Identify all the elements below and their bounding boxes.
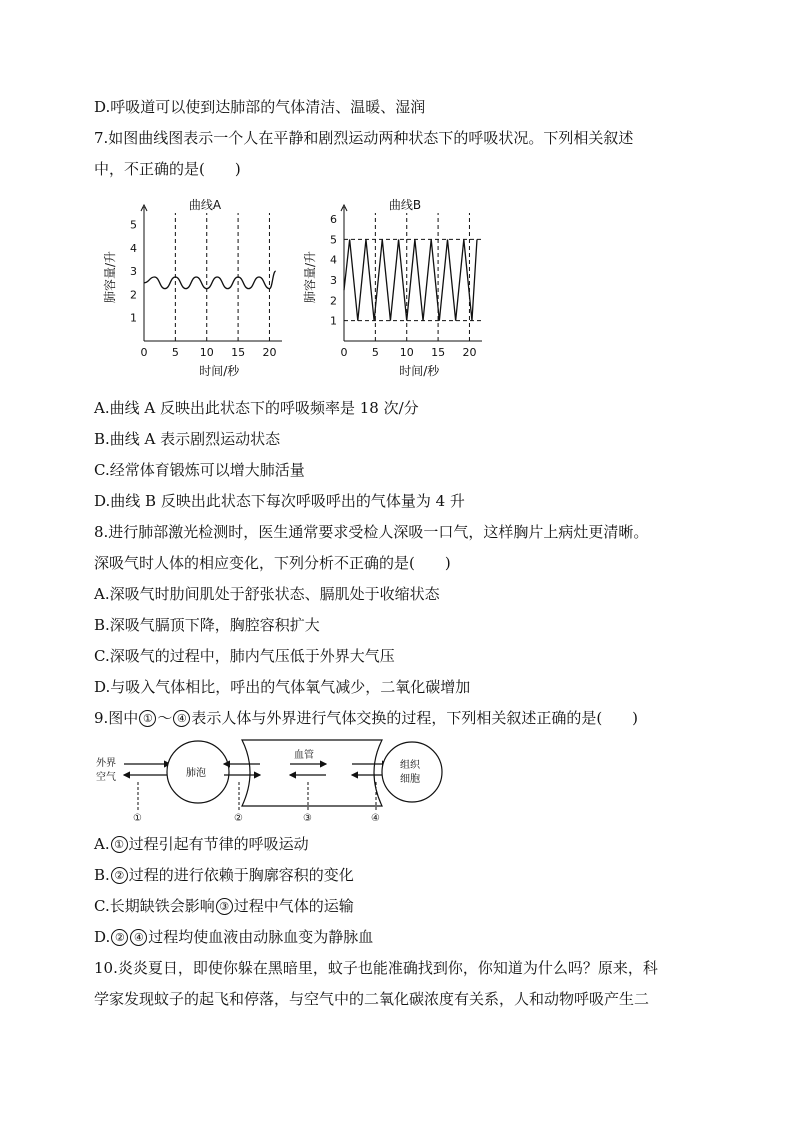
q7-stem-line1: 7.如图曲线图表示一个人在平静和剧烈运动两种状态下的呼吸状况。下列相关叙述 [94, 129, 634, 147]
q9-stem-pre: 9.图中 [94, 709, 139, 727]
circled-1: ① [111, 836, 128, 853]
y-tick-label: 5 [130, 218, 137, 232]
circled-4: ④ [173, 710, 190, 727]
q9-b-prefix: B. [94, 866, 110, 884]
q9-option-b [94, 864, 354, 885]
x-tick-label: 0 [340, 346, 348, 359]
q10-line1: 10.炎炎夏日，即使你躲在黑暗里，蚊子也能准确找到你，你知道为什么吗？原来，科 [94, 959, 658, 977]
label-tissue-2: 细胞 [400, 774, 420, 785]
q9-a-prefix: A. [94, 835, 110, 853]
q7-option-a: A.曲线 A 反映出此状态下的呼吸频率是 18 次/分 [94, 399, 419, 417]
series-line-0 [144, 271, 276, 288]
chart-title: 曲线A [188, 198, 222, 212]
q7-option-b: B.曲线 A 表示剧烈运动状态 [94, 430, 281, 448]
chart-title: 曲线B [388, 198, 422, 212]
y-axis-label: 肺容量/升 [303, 250, 317, 304]
q9-c-text2: 过程中气体的运输 [233, 897, 354, 915]
chart-a [100, 195, 290, 385]
q7-stem-line2: 中，不正确的是( ) [94, 160, 241, 178]
q8-option-a: A.深吸气时肋间肌处于舒张状态、膈肌处于收缩状态 [94, 585, 440, 603]
x-tick-label: 10 [399, 346, 414, 359]
y-tick-label: 5 [330, 233, 337, 247]
q9-d-text: 过程均使血液由动脉血变为静脉血 [148, 928, 374, 946]
y-tick-label: 1 [130, 311, 137, 325]
gas-exchange-diagram [94, 738, 454, 824]
y-tick-label: 3 [330, 274, 337, 288]
x-tick-label: 20 [462, 346, 477, 359]
x-axis-label: 时间/秒 [399, 364, 440, 378]
tissue-cell-circle [382, 742, 442, 802]
q9-c-text1: C.长期缺铁会影响 [94, 897, 215, 915]
x-axis-label: 时间/秒 [199, 364, 240, 378]
circled-1: ① [139, 710, 156, 727]
q8-option-d: D.与吸入气体相比，呼出的气体氧气减少，二氧化碳增加 [94, 678, 471, 696]
y-tick-label: 4 [130, 241, 137, 255]
x-tick-label: 20 [262, 346, 277, 359]
q9-option-d [94, 926, 373, 947]
x-tick-label: 10 [199, 346, 214, 359]
y-tick-label: 2 [130, 288, 137, 302]
x-tick-label: 15 [231, 346, 246, 359]
y-axis-label: 肺容量/升 [103, 250, 117, 304]
x-tick-label: 15 [431, 346, 446, 359]
num-2: ② [234, 813, 243, 824]
y-tick-label: 1 [330, 314, 337, 328]
label-vessel: 血管 [294, 750, 314, 761]
label-tissue-1: 组织 [400, 760, 420, 771]
q9-option-a [94, 833, 309, 854]
q9-stem [94, 707, 638, 728]
num-1: ① [133, 813, 142, 824]
q6-option-d: D.呼吸道可以使到达肺部的气体清洁、温暖、湿润 [94, 98, 426, 116]
y-tick-label: 2 [330, 294, 337, 308]
label-alveolus: 肺泡 [186, 768, 206, 779]
q7-option-d: D.曲线 B 反映出此状态下每次呼吸呼出的气体量为 4 升 [94, 492, 465, 510]
circled-2: ② [111, 929, 128, 946]
q8-option-c: C.深吸气的过程中，肺内气压低于外界大气压 [94, 647, 395, 665]
q7-option-c: C.经常体育锻炼可以增大肺活量 [94, 461, 305, 479]
x-tick-label: 0 [140, 346, 148, 359]
circled-4: ④ [130, 929, 147, 946]
y-tick-label: 4 [330, 253, 337, 267]
q8-option-b: B.深吸气膈顶下降，胸腔容积扩大 [94, 616, 320, 634]
q9-d-prefix: D. [94, 928, 111, 946]
q9-stem-tilde: ～ [157, 709, 173, 727]
chart-b [300, 195, 490, 385]
q8-stem-line2: 深吸气时人体的相应变化，下列分析不正确的是( ) [94, 554, 451, 572]
num-4: ④ [371, 813, 380, 824]
circled-3: ③ [216, 898, 233, 915]
q9-stem-post: 表示人体与外界进行气体交换的过程，下列相关叙述正确的是( ) [191, 709, 639, 727]
num-3: ③ [303, 813, 312, 824]
q9-option-c [94, 895, 354, 916]
q9-b-text: 过程的进行依赖于胸廓容积的变化 [128, 866, 354, 884]
y-tick-label: 6 [330, 213, 337, 227]
series-line-0 [344, 239, 477, 320]
circled-2: ② [111, 867, 128, 884]
label-outside-air-2: 空气 [96, 772, 116, 783]
x-tick-label: 5 [171, 346, 179, 359]
x-tick-label: 5 [371, 346, 379, 359]
y-tick-label: 3 [130, 265, 137, 279]
q9-a-text: 过程引起有节律的呼吸运动 [128, 835, 309, 853]
q10-line2: 学家发现蚊子的起飞和停落，与空气中的二氧化碳浓度有关系，人和动物呼吸产生二 [94, 990, 650, 1008]
q8-stem-line1: 8.进行肺部激光检测时，医生通常要求受检人深吸一口气，这样胸片上病灶更清晰。 [94, 523, 649, 541]
label-outside-air-1: 外界 [96, 758, 116, 769]
